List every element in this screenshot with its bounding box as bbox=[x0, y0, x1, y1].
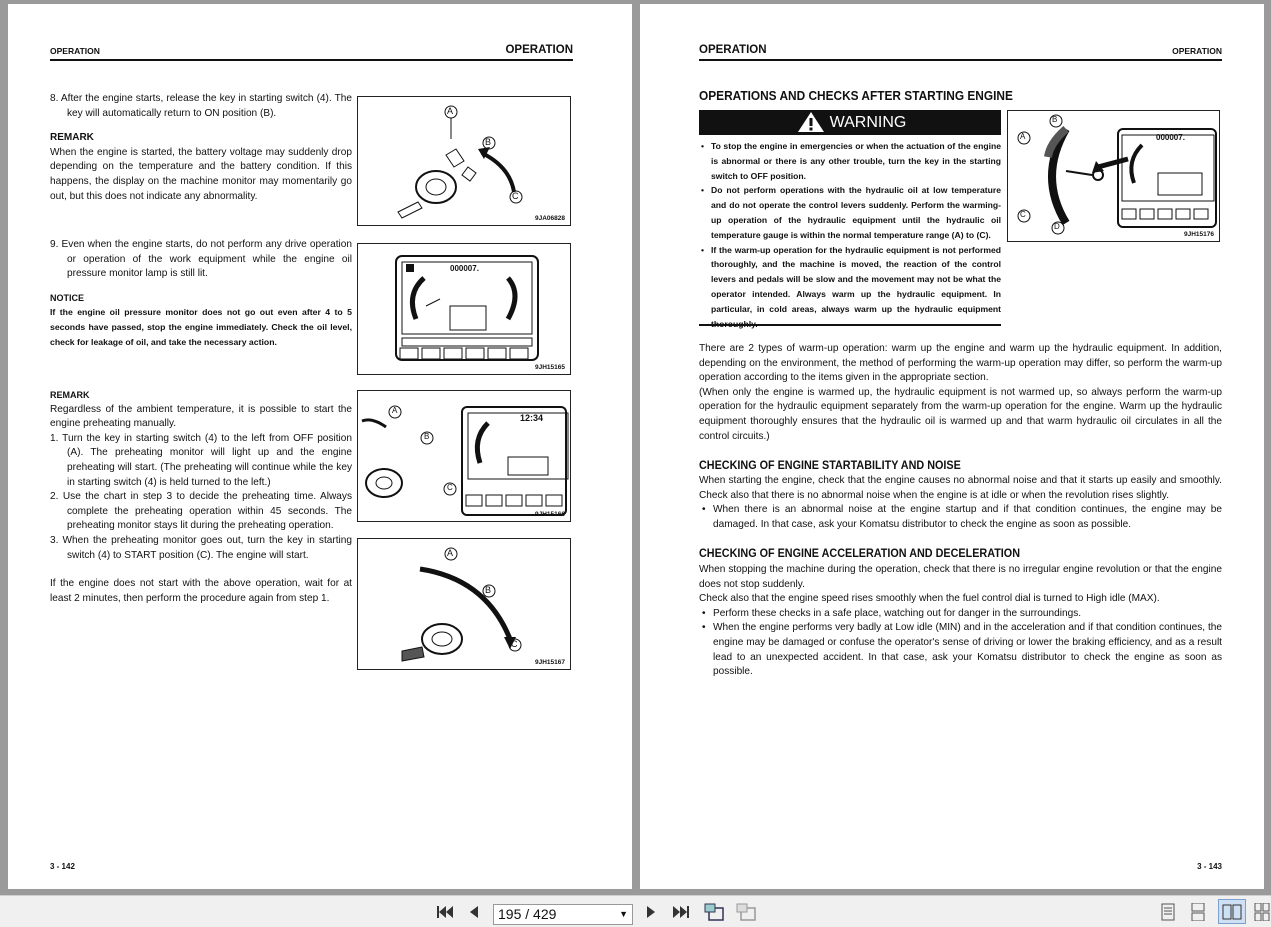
warning-item: • If the warm-up operation for the hydraulic equipment is not performed thoroughly, and the machine is moved, the reaction of the control levers and pedals will be slow and the movement may not be what the operator intended. Always warm up the hydraulic equipment. In particular, in cold areas, always warm up the hydraulic equipment bbox=[699, 243, 1001, 332]
label-b: B bbox=[1052, 115, 1058, 124]
label-c: C bbox=[1020, 210, 1026, 219]
startability-list bbox=[699, 503, 1222, 532]
warning-item: • Do not perform operations with the hydraulic oil at low temperature and do not operate the control levers suddenly. Perform the warming-up operation of the hydraulic equipment until the hydraulic oil temperature gauge is within the normal temperature range (A) to (C). bbox=[699, 183, 1001, 242]
figure-key-release bbox=[357, 96, 571, 226]
figure-code: 9JH15176 bbox=[1184, 231, 1214, 238]
warning-triangle-icon bbox=[797, 111, 825, 133]
facing-view-button[interactable] bbox=[1218, 899, 1246, 924]
figure-code: 9JA06828 bbox=[535, 215, 565, 222]
temperature-gauge-illustration bbox=[1008, 111, 1219, 241]
go-forward-icon bbox=[735, 902, 757, 922]
figure-code: 9JH15167 bbox=[535, 659, 565, 666]
accel-list bbox=[699, 607, 1222, 680]
label-a: A bbox=[447, 106, 454, 116]
warning-label: WARNING bbox=[829, 114, 907, 131]
viewer-toolbar bbox=[0, 895, 1271, 927]
warning-banner bbox=[699, 110, 1001, 135]
last-page-icon bbox=[672, 904, 690, 920]
step9-block bbox=[50, 238, 352, 350]
header-right: OPERATION bbox=[505, 44, 573, 56]
startability-block bbox=[699, 474, 1222, 532]
figure-temperature-gauge bbox=[1007, 110, 1220, 242]
accel-title: CHECKING OF ENGINE ACCELERATION AND DECELERATION bbox=[699, 546, 1021, 560]
prev-page-button[interactable] bbox=[462, 896, 486, 927]
notice-title: NOTICE bbox=[50, 292, 85, 303]
figure-preheating bbox=[357, 390, 571, 522]
label-c: C bbox=[511, 639, 518, 649]
page-number: 3 - 143 bbox=[1197, 862, 1222, 871]
startability-title: CHECKING OF ENGINE STARTABILITY AND NOISE bbox=[699, 458, 961, 472]
page-number-input[interactable] bbox=[493, 904, 633, 925]
accel-bullet: • When the engine performs very badly at Low idle (MIN) and in the acceleration and if that condition continues, the engine may be damaged or confuse the operator's sense of driving or lower the braking efficiency, and as a result lead to an unexpected accident. In that case, ask your Komatsu distributor to check the engine as soon as possible. bbox=[699, 621, 1222, 679]
remark2-item: 3. When the preheating monitor goes out, turn the key in starting switch (4) to START position (C). The engine will start. bbox=[50, 534, 352, 561]
first-page-icon bbox=[436, 904, 454, 920]
step8-text: 8. After the engine starts, release the key in starting switch (4). The key will automatically return to ON position (B). bbox=[50, 93, 352, 119]
right-page bbox=[640, 4, 1264, 889]
page-number: 3 - 142 bbox=[50, 862, 75, 871]
next-page-icon bbox=[645, 904, 657, 920]
single-page-view-button[interactable] bbox=[1156, 896, 1180, 927]
key-start-illustration bbox=[358, 539, 570, 669]
left-page bbox=[8, 4, 632, 889]
warning-list bbox=[699, 139, 1001, 331]
page-header bbox=[699, 42, 1222, 61]
label-b: B bbox=[424, 432, 430, 441]
figure-machine-monitor bbox=[357, 243, 571, 375]
warning-item: • To stop the engine in emergencies or when the actuation of the engine is abnormal or there is any other trouble, turn the key in the starting switch to OFF position. bbox=[699, 139, 1001, 183]
remark1-title: REMARK bbox=[50, 132, 94, 144]
continuous-facing-view-button[interactable] bbox=[1252, 896, 1271, 927]
remark2-block bbox=[50, 388, 352, 606]
accel-block bbox=[699, 563, 1222, 680]
continuous-view-button[interactable] bbox=[1186, 896, 1210, 927]
label-a: A bbox=[1020, 132, 1026, 141]
label-a: A bbox=[392, 406, 398, 415]
prev-page-icon bbox=[468, 904, 480, 920]
remark2-text: Regardless of the ambient temperature, it is possible to start the engine preheating manually. bbox=[50, 403, 352, 430]
chevron-down-icon[interactable]: ▼ bbox=[619, 909, 628, 919]
continuous-view-icon bbox=[1191, 903, 1205, 921]
go-back-icon bbox=[703, 902, 725, 922]
label-c: C bbox=[447, 483, 453, 492]
section-title: OPERATIONS AND CHECKS AFTER STARTING ENGINE bbox=[699, 88, 1013, 103]
label-a: A bbox=[447, 548, 454, 558]
monitor-hour-meter: 000007. bbox=[1156, 133, 1185, 142]
monitor-hour-meter: 000007. bbox=[450, 264, 479, 273]
facing-view-icon bbox=[1222, 904, 1242, 920]
page-indicator: 195 / 429 bbox=[498, 906, 557, 922]
key-switch-illustration bbox=[358, 97, 570, 225]
go-back-button[interactable] bbox=[700, 896, 728, 927]
label-b: B bbox=[485, 585, 492, 595]
accel-paragraph: Check also that the engine speed rises smoothly when the fuel control dial is turned to High idle (MAX). bbox=[699, 593, 1160, 605]
go-forward-button[interactable] bbox=[732, 896, 760, 927]
remark1-text: When the engine is started, the battery voltage may suddenly drop depending on the temperature and the battery condition. If this happens, the display on the machine monitor may momentarily go out, but this does not indicate any abnormality. bbox=[50, 146, 352, 202]
warning-box bbox=[699, 110, 1001, 331]
notice-text: If the engine oil pressure monitor does not go out even after 4 to 5 seconds have passed, stop the engine immediately. Check the oil level, check for leakage of oil, and take the necessary action. bbox=[50, 307, 352, 348]
accel-bullet: • Perform these checks in a safe place, watching out for danger in the surroundings. bbox=[699, 607, 1222, 622]
accel-paragraph: When stopping the machine during the operation, check that there is no irregular engine revolution or that the engine does not stop suddenly. bbox=[699, 564, 1222, 590]
figure-code: 9JH15165 bbox=[535, 364, 565, 371]
header-left: OPERATION bbox=[699, 44, 767, 56]
first-page-button[interactable] bbox=[432, 896, 458, 927]
label-b: B bbox=[485, 137, 492, 147]
step9-text: 9. Even when the engine starts, do not perform any drive operation or operation of the work equipment while the engine oil pressure monitor lamp is still lit. bbox=[50, 239, 352, 280]
header-left: OPERATION bbox=[50, 46, 100, 56]
remark2-item: 1. Turn the key in starting switch (4) to the left from OFF position (A). The preheating monitor will light up and the engine preheating will start. (The preheating will continue while the key in starting switch (4) is held turned to the left.) bbox=[50, 432, 352, 488]
startability-paragraph: When starting the engine, check that the engine causes no abnormal noise and that it starts up easily and smoothly. Check also that there is no abnormal noise when the engine is at idle or when the revolution rises slightly. bbox=[699, 475, 1222, 501]
remark2-item: 2. Use the chart in step 3 to decide the preheating time. Always complete the preheating operation within 45 seconds. The preheating monitor stays lit during the preheating operation. bbox=[50, 491, 352, 532]
next-page-button[interactable] bbox=[640, 896, 662, 927]
label-c: C bbox=[512, 191, 519, 201]
header-right: OPERATION bbox=[1172, 46, 1222, 56]
warmup-paragraph: (When only the engine is warmed up, the hydraulic equipment is not warmed up, so always perform the warm-up operation for the hydraulic equipment separately from the warm-up operation for the engine. Warm up the hydraulic equipment thoroughly ensures that the hydraulic oil is warmed up and that warm hydraulic oil circulates in all the control circuits.) bbox=[699, 386, 1222, 442]
warmup-block bbox=[699, 342, 1222, 444]
preheating-illustration bbox=[358, 391, 570, 521]
figure-start-position bbox=[357, 538, 571, 670]
continuous-facing-view-icon bbox=[1254, 903, 1270, 921]
warning-divider bbox=[699, 324, 1001, 326]
label-d: D bbox=[1054, 222, 1060, 231]
figure-code: 9JH15166 bbox=[535, 511, 565, 518]
page-header bbox=[50, 42, 573, 61]
step8-block bbox=[50, 92, 352, 204]
remark2-title: REMARK bbox=[50, 390, 90, 400]
single-page-view-icon bbox=[1161, 903, 1175, 921]
retry-text: If the engine does not start with the above operation, wait for at least 2 minutes, then perform the procedure again from step 1. bbox=[50, 578, 352, 604]
startability-bullet: • When there is an abnormal noise at the engine startup and if that condition continues, the engine may be damaged. In that case, ask your Komatsu distributor to check the engine as soon as possible. bbox=[699, 503, 1222, 532]
warmup-paragraph: There are 2 types of warm-up operation: warm up the engine and warm up the hydraulic equipment. In addition, depending on the environment, the method of performing the warm-up operation may differ, so perform the warm-up operation according to the items given in the appropriate section. bbox=[699, 343, 1222, 384]
monitor-clock: 12:34 bbox=[520, 413, 544, 423]
last-page-button[interactable] bbox=[668, 896, 694, 927]
